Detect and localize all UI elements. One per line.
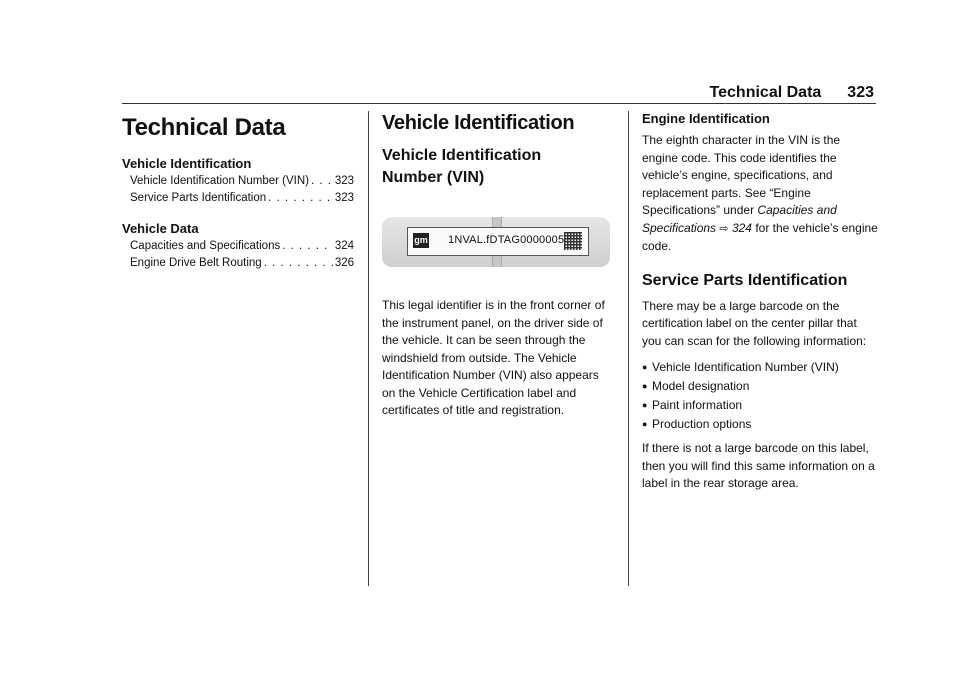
list-item: ● Vehicle Identification Number (VIN) <box>642 358 878 377</box>
engine-id-paragraph <box>642 132 878 256</box>
toc-leader-dots <box>282 238 333 255</box>
toc-entry[interactable] <box>122 190 354 207</box>
toc-entry[interactable] <box>122 173 354 190</box>
toc-entry-title: Capacities and Specifications <box>130 240 281 252</box>
toc-entry-title: Vehicle Identification Number (VIN) <box>130 175 309 187</box>
page-number: 323 <box>847 84 874 101</box>
toc-section-title: Vehicle Identification <box>122 156 252 171</box>
running-header <box>710 84 874 102</box>
service-parts-closing: If there is not a large barcode on this label, then you will find this same information on a label in the rear storage area. <box>642 441 875 490</box>
list-item: ● Production options <box>642 415 878 434</box>
header-section-title: Technical Data <box>709 84 822 101</box>
service-parts-intro: There may be a large barcode on the certification label on the center pillar that you can scan for the following information: <box>642 298 867 348</box>
toc-entry-page: 324 <box>334 240 354 252</box>
vin-description: This legal identifier is in the front corner of the instrument panel, on the driver side of the vehicle. It can be seen through the windshield from outside. The Vehicle Identification Number (VIN) also appears on the Vehicle Certification label and certificates of title and registration. <box>382 298 605 417</box>
list-item: ● Paint information <box>642 396 878 415</box>
engine-and-parts-section <box>642 111 878 501</box>
xref-page-link[interactable]: 324 <box>731 220 752 235</box>
vin-plate <box>407 227 589 256</box>
toc-entry-page: 326 <box>334 257 354 269</box>
engine-id-text-end: for the vehicle’s engine code. <box>642 220 878 253</box>
toc-leader-dots <box>268 190 333 207</box>
toc-entry-page: 323 <box>334 192 354 204</box>
section-heading: Vehicle Identification <box>382 112 575 134</box>
vin-heading-line1: Vehicle Identification <box>382 147 542 164</box>
engine-id-text: The eighth character in the VIN is the engine code. This code identifies the vehicle’s engine, specifications, and replacement parts. See “Engine Specifications” under <box>642 133 841 217</box>
engine-id-heading: Engine Identification <box>642 111 770 126</box>
vin-heading <box>382 145 614 189</box>
header-rule <box>122 103 876 104</box>
vin-plate-number: 1NVAL.fDTAG0000005 <box>448 234 565 246</box>
barcode-icon <box>564 232 582 250</box>
chapter-contents <box>122 111 354 272</box>
toc-entry-page: 323 <box>334 175 354 187</box>
gm-logo-icon: gm <box>413 233 429 248</box>
vin-plate-illustration <box>382 217 610 267</box>
toc-entry-title: Service Parts Identification <box>130 192 267 204</box>
xref-title-link[interactable]: Capacities and Specifications <box>642 203 837 235</box>
toc-leader-dots <box>264 255 333 272</box>
column-divider-2 <box>628 111 629 586</box>
service-parts-heading: Service Parts Identification <box>642 271 848 289</box>
toc-entry[interactable] <box>122 255 354 272</box>
toc-entry-title: Engine Drive Belt Routing <box>130 257 262 269</box>
toc-leader-dots <box>311 173 333 190</box>
service-parts-list <box>642 358 878 434</box>
xref-arrow-icon: ⇨ <box>719 222 729 235</box>
vin-section <box>382 111 614 428</box>
column-divider-1 <box>368 111 369 586</box>
chapter-title: Technical Data <box>122 114 286 141</box>
vin-heading-line2: Number (VIN) <box>382 169 485 186</box>
list-item: ● Model designation <box>642 377 878 396</box>
toc-entry[interactable] <box>122 238 354 255</box>
toc-section-title: Vehicle Data <box>122 221 199 236</box>
